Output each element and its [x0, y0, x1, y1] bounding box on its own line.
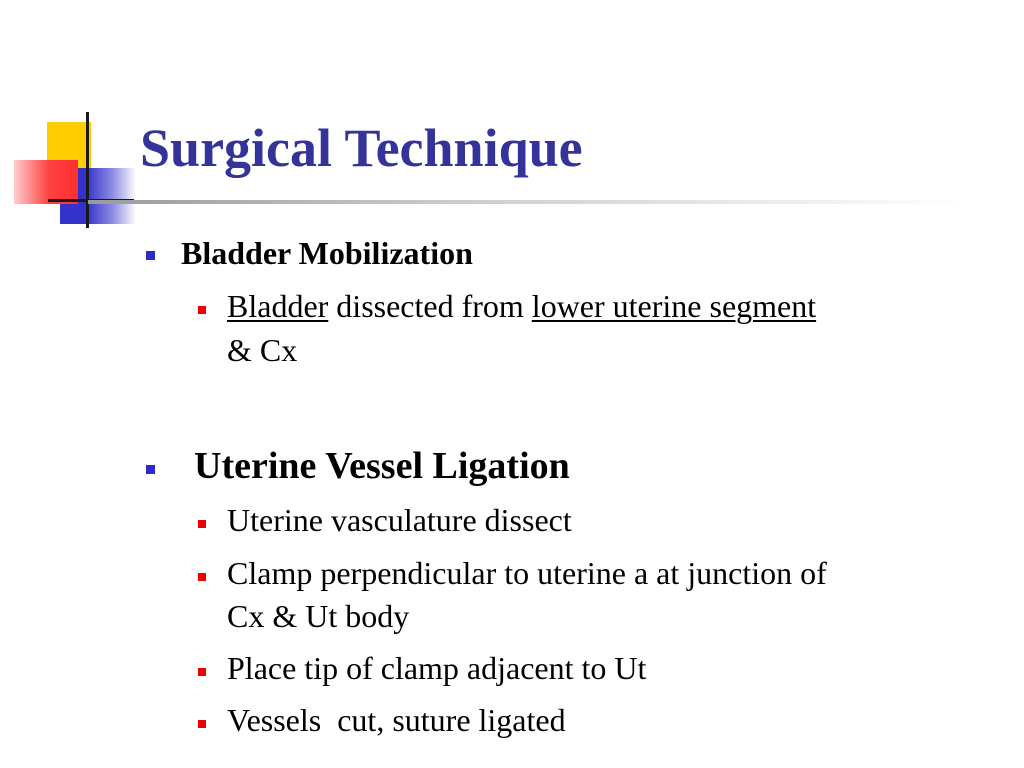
list-item-line1: Place tip of clamp adjacent to Ut	[227, 650, 647, 686]
list-item-line1: Clamp perpendicular to uterine a at junction of	[227, 555, 827, 591]
blue-bullet-icon	[146, 465, 155, 474]
section-heading: Bladder Mobilization	[181, 235, 473, 271]
vertical-line-decoration	[86, 112, 89, 228]
red-bullet-icon	[198, 668, 206, 676]
section-heading: Uterine Vessel Ligation	[194, 445, 570, 487]
list-item-line1	[227, 284, 816, 328]
red-bullet-icon	[198, 306, 206, 314]
title-underline-rule	[88, 200, 968, 204]
list-item-line2: Cx & Ut body	[227, 598, 410, 634]
slide-title: Surgical Technique	[140, 118, 583, 178]
red-square-decoration	[14, 160, 78, 204]
underlined-term: Bladder	[227, 288, 329, 324]
list-item-line2: & Cx	[227, 332, 298, 368]
red-bullet-icon	[198, 720, 206, 728]
list-item-line1: Vessels cut, suture ligated	[227, 702, 566, 738]
plain-text: dissected from	[328, 288, 532, 324]
red-bullet-icon	[198, 520, 206, 528]
red-bullet-icon	[198, 573, 206, 581]
underlined-term: lower uterine segment	[531, 288, 817, 324]
list-item-line1: Uterine vasculature dissect	[227, 502, 572, 538]
blue-bullet-icon	[146, 251, 155, 260]
